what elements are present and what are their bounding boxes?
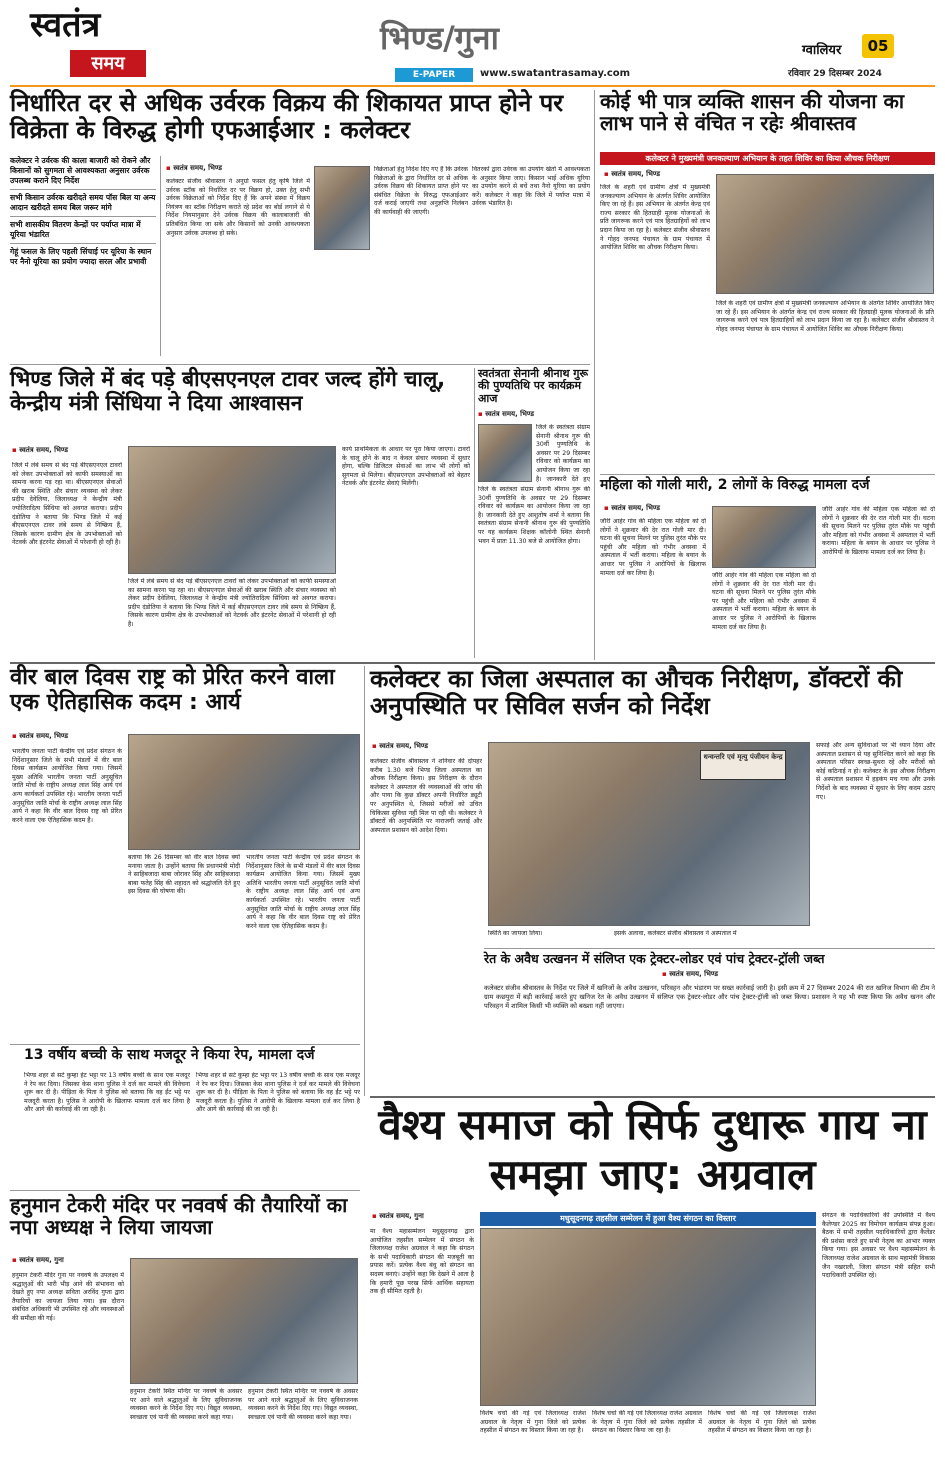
website-link[interactable]: www.swatantrasamay.com <box>480 68 631 79</box>
byline-scheme: ▪ स्वतंत्र समय, भिण्ड <box>604 170 660 179</box>
key-points <box>10 156 156 267</box>
byline-fertilizer: ▪ स्वतंत्र समय, भिण्ड <box>166 164 222 173</box>
logo-bottom: समय <box>70 50 146 77</box>
issue-date: रविवार 29 दिसम्बर 2024 <box>788 69 882 79</box>
headline-scheme: कोई भी पात्र व्यक्ति शासन की योजना का लाभ पाने से वंचित न रहेः श्रीवास्तव <box>600 89 905 136</box>
masthead <box>0 0 945 86</box>
caption-hospital-2: इसके अलावा, कलेक्टर संजीव श्रीवास्तव ने अस्पताल में <box>614 930 737 937</box>
edition-title: भिण्ड/गुना <box>380 19 499 57</box>
body-crime: भिण्ड शहर से सटे कुम्हा हेट भट्टा पर 13 वर्षीय बच्ची के साथ एक मजदूर ने रेप कर दिया। जिसका केस थाना पुलिस ने दर्ज कर मामले की विवेचना शुरू कर दी है। पीड़िता के पिता ने पुलिस को बताया कि वह ईंट भट्टे पर मजदूरी करता है। पुलिस ने आरोपी के खिलाफ मामला दर्ज कर लिया है और आगे की कार्रवाई की जा रही है। <box>24 1072 190 1114</box>
story-sand-mining <box>484 952 935 1094</box>
hospital-sign: धन्वन्तरि एवं मृत्यु पंजीयन केन्द्र <box>700 750 786 780</box>
headline-crime: 13 वर्षीय बच्ची के साथ मजदूर ने किया रेप, मामला दर्ज <box>24 1047 315 1063</box>
body-scheme: जिले के शहरी एवं ग्रामीण क्षेत्रों में मुख्यमंत्री जनकल्याण अभियान के अंतर्गत शिविर आयोजित किए जा रहे हैं। इस अभियान के अंतर्गत केन्द्र एवं राज्य सरकार की हितग्राही मूलक योजनाओं के प्रति जागरूक करने एवं पात्र हितग्राहियों को लाभ प्रदान किया जा रहा है। कलेक्टर संजीव श्रीवास्तव ने गोहद जनपद पंचायत के ग्राम पंचायत में आयोजित शिविर का औचक निरीक्षण किया। <box>600 184 710 252</box>
body-vaishya-4: विशेष चर्चा की गई एवं जिलाध्यक्ष राजेश अग्रवाल के नेतृत्व में गुना जिले को प्रत्येक तहसील में संगठन का विस्तार किया जा रहा है। <box>708 1410 816 1435</box>
body-freedom-fighter-2: जिले के स्वतंत्रता संग्राम सेनानी श्रीनाथ गुरू की 30वीं पुण्यतिथि के अवसर पर 29 दिसम्बर रविवार को कार्यक्रम का आयोजन किया जा रहा है। जानकारी देते हुए आशुतोष शर्मा ने बताया कि स्वतंत्रता संग्राम सेनानी श्रीनाथ गुरू की पुण्यतिथि पर यह कार्यक्रम शिक्षक कॉलोनी स्थित सेनानी भवन में प्रातः 11.30 बजे से आयोजित होगा। <box>478 486 590 545</box>
body-bsnl-3: कार्य प्राथमिकता के आधार पर पूरा किया जाएगा। टावरों के चालू होने के बाद न केवल संचार व्यवस्था में सुधार होगा, बल्कि डिजिटल सेवाओं का लाभ भी लोगों को सुगमता से मिलेगा। बीएसएनएल उपभोक्ताओं को बेहतर नेटवर्क और इंटरनेट सेवाएं मिलेंगी। <box>342 446 470 488</box>
photo-temple <box>130 1258 358 1384</box>
headline-freedom-fighter: स्वतंत्रता सेनानी श्रीनाथ गुरू की पुण्यतिथि पर कार्यक्रम आज <box>478 367 589 405</box>
body-temple: हनुमान टेकरी मंदिर गुना पर नववर्ष के उपलक्ष्य में श्रद्धालुओं की भारी भीड़ आने की संभावना को देखते हुए नपा अध्यक्ष सविता अरविंद गुप्ता द्वारा तैयारियों का जायजा लिया गया। इस दौरान संबंधित अधिकारी भी उपस्थित रहे और व्यवस्थाओं की समीक्षा की गई। <box>12 1272 124 1322</box>
byline-freedom-fighter: ▪ स्वतंत्र समय, भिण्ड <box>478 410 534 419</box>
photo-camp <box>716 174 934 294</box>
story-crime <box>10 1048 360 1188</box>
photo-bsnl <box>128 446 336 574</box>
body-veer-bal: भारतीय जनता पार्टी केन्द्रीय एवं प्रदेश संगठन के निर्देशानुसार जिले के सभी मंडलों में वीर बाल दिवस कार्यक्रम आयोजित किया गया। जिसमें मुख्य अतिथि भारतीय जनता पार्टी अनुसूचित जाति मोर्चा के राष्ट्रीय अध्यक्ष लाल सिंह आर्य एवं अन्य कार्यकर्ता उपस्थित रहे। भारतीय जनता पार्टी अनुसूचित जाति मोर्चा के राष्ट्रीय अध्यक्ष लाल सिंह आर्य ने कहा कि वीर बाल दिवस राष्ट्र को प्रेरित करने वाला एक ऐतिहासिक कदम है। <box>12 748 122 824</box>
body-fertilizer-2: विक्रेताओं हेतु निर्देश दिए गए हैं कि उर्वरक विक्रेताओं के द्वारा निर्धारित दर से अधिक उर्वरक विक्रय की शिकायत प्राप्त होने पर संबंधित विक्रेता के विरुद्ध एफआईआर दर्ज कराई जाएगी तथा अनुज्ञप्ति निलंबन की कार्यवाही की जाएगी। <box>374 166 468 216</box>
headline-bsnl: भिण्ड जिले में बंद पड़े बीएसएनएल टावर जल्द होंगे चालू, केन्द्रीय मंत्री सिंधिया ने दिया आश्वासन <box>10 367 446 415</box>
story-hospital <box>370 666 935 946</box>
story-shooting <box>600 478 935 660</box>
byline-veer-bal: ▪ स्वतंत्र समय, भिण्ड <box>12 732 68 741</box>
byline-hospital: ▪ स्वतंत्र समय, भिण्ड <box>372 742 428 751</box>
body-hospital-side: सफाई और अन्य सुविधाओं पर भी ध्यान दिया और अस्पताल प्रशासन से यह सुनिश्चित करने को कहा कि अस्पताल परिसर स्वच्छ-सुथरा रहे और मरीजों को कोई कठिनाई न हो। कलेक्टर के इस औचक निरीक्षण से अस्पताल प्रशासन में हड़कंप मच गया और उनके निर्देशों के बाद व्यवस्था में सुधार के लिए कदम उठाए गए। <box>816 742 935 801</box>
body-veer-bal-3: भारतीय जनता पार्टी केन्द्रीय एवं प्रदेश संगठन के निर्देशानुसार जिले के सभी मंडलों में वीर बाल दिवस कार्यक्रम आयोजित किया गया। जिसमें मुख्य अतिथि भारतीय जनता पार्टी अनुसूचित जाति मोर्चा के राष्ट्रीय अध्यक्ष लाल सिंह आर्य एवं अन्य कार्यकर्ता उपस्थित रहे। भारतीय जनता पार्टी अनुसूचित जाति मोर्चा के राष्ट्रीय अध्यक्ष लाल सिंह आर्य ने कहा कि वीर बाल दिवस राष्ट्र को प्रेरित करने वाला एक ऐतिहासिक कदम है। <box>246 854 360 930</box>
body-temple-3: हनुमान टेकरी स्थित मन्दिर पर नववर्ष के अवसर पर आने वाले श्रद्धालुओं के लिए सुविधाजनक व्यवस्था करने के निर्देश दिए गए। विद्युत व्यवस्था, स्वच्छता एवं पानी की व्यवस्था करने कहा गया। <box>248 1388 358 1421</box>
headline-veer-bal: वीर बाल दिवस राष्ट्र को प्रेरित करने वाला एक ऐतिहासिक कदम : आर्य <box>10 665 335 715</box>
body-veer-bal-2: बताया कि 26 दिसम्बर को वीर बाल दिवस क्यों मनाया जाता है। उन्होंने बताया कि प्रधानमंत्री मोदी ने साहिबजादा बाबा जोरावर सिंह और साहिबजादा बाबा फतेह सिंह की शहादत को श्रद्धांजलि देते हुए इस दिवस की घोषणा की। <box>128 854 240 896</box>
body-crime-2: भिण्ड शहर से सटे कुम्हा हेट भट्टा पर 13 वर्षीय बच्ची के साथ एक मजदूर ने रेप कर दिया। जिसका केस थाना पुलिस ने दर्ज कर मामले की विवेचना शुरू कर दी है। पीड़िता के पिता ने पुलिस को बताया कि वह ईंट भट्टे पर मजदूरी करता है। पुलिस ने आरोपी के खिलाफ मामला दर्ज कर लिया है और आगे की कार्रवाई की जा रही है। <box>196 1072 360 1114</box>
story-temple <box>10 1194 360 1464</box>
byline-bsnl: ▪ स्वतंत्र समय, भिण्ड <box>12 446 68 455</box>
point-2: सभी किसान उर्वरक खरीदते समय पॉस बिल या अन्य आदान खरीदते समय बिल जरूर मांगे <box>10 193 156 217</box>
logo[interactable] <box>26 6 152 78</box>
headline-sand-mining: रेत के अवैध उत्खनन में संलिप्त एक ट्रेक्टर-लोडर एवं पांच ट्रेक्टर-ट्रॉली जब्त <box>484 951 825 966</box>
page-number: 05 <box>862 34 894 58</box>
body-shooting-3: जौरी आहेर गांव की महिला एक महिला को दो लोगों ने शुक्रवार की देर रात गोली मार दी। घटना की सूचना मिलने पर पुलिस तुरंत मौके पर पहुंची और महिला को गंभीर अवस्था में अस्पताल में भर्ती कराया। महिला के बयान के आधार पर पुलिस ने आरोपियों के खिलाफ मामला दर्ज कर लिया है। <box>822 506 935 556</box>
logo-top: स्वतंत्र <box>30 5 101 45</box>
body-bsnl-2: जिले में लंबे समय से बंद पड़े बीएसएनएल टावरों को लेकर उपभोक्ताओं को काफी समस्याओं का सामना करना पड़ रहा था। बीएसएनएल सेवाओं की खराब स्थिति और संचार व्यवस्था को लेकर प्रदीप देवेलिया, जिलाध्यक्ष ने केन्द्रीय मंत्री ज्योतिरादित्य सिंधिया को अवगत कराया। प्रदीप दंडोतिया ने बताया कि भिण्ड जिले में कई बीएसएनएल टावर लंबे समय से निष्क्रिय हैं, जिसके कारण ग्रामीण क्षेत्र के उपभोक्ताओं को नेटवर्क और इंटरनेट सेवाओं में परेशानी हो रही है। <box>128 578 336 628</box>
body-fertilizer-1: कलेक्टर संजीव श्रीवास्तव ने अनुग्रो फसल हेतु कृषि जिले में उर्वरक स्टॉक को निर्धारित दर पर विक्रय हो, उक्त हेतु सभी उर्वरक विक्रेताओं को निर्देश दिए हैं कि अपने संस्था में विक्रय नियंत्रण का स्टॉक निरीक्षण कराते रहे प्रदेश का बोर्ड लगाने से ये निर्देश नियमानुसार देने उर्वरक विक्रय की कालाबाजारी की प्रतिबंधित किया जा सके और किसानों को उनकी आवश्यकता अनुसार उर्वरक उपलब्ध हो सके। <box>166 178 310 237</box>
body-freedom-fighter: जिले के स्वतंत्रता संग्राम सेनानी श्रीनाथ गुरू की 30वीं पुण्यतिथि के अवसर पर 29 दिसम्बर रविवार को कार्यक्रम का आयोजन किया जा रहा है। जानकारी देते हुए <box>536 424 590 482</box>
byline-sand-mining: ▪ स्वतंत्र समय, भिण्ड <box>662 970 718 979</box>
caption-hospital: स्थिति का जायजा लिया। <box>488 930 543 937</box>
body-vaishya: मा वैश्य महासम्मेलन मधुसूदनगढ़ द्वारा आयोजित तहसील सम्मेलन में संगठन के जिलाध्यक्ष राजेश अग्रवाल ने कहा कि संगठन के सभी पदाधिकारी संगठन की मजबूती का प्रयास करें। प्रत्येक वैश्य बंधु को संगठन का सदस्य बनाएं। उन्होंने कहा कि देखने में आता है कि हमारी पूछ परख सिर्फ आर्थिक सहायता तक ही सीमित रहती है। <box>370 1228 474 1296</box>
photo-vaishya <box>480 1228 816 1406</box>
headline-vaishya: वैश्य समाज को सिर्फ दुधारू गाय ना समझा जाए: अग्रवाल <box>378 1100 927 1199</box>
body-shooting: जौरी आहेर गांव की महिला एक महिला को दो लोगों ने शुक्रवार की देर रात गोली मार दी। घटना की सूचना मिलने पर पुलिस तुरंत मौके पर पहुंची और महिला को गंभीर अवस्था में अस्पताल में भर्ती कराया। महिला के बयान के आधार पर पुलिस ने आरोपियों के खिलाफ मामला दर्ज कर लिया है। <box>600 518 706 577</box>
headline-fertilizer: निर्धारित दर से अधिक उर्वरक विक्रय की शिकायत प्राप्त होने पर विक्रेता के विरुद्ध होगी एफआईआर : कलेक्टर <box>10 89 564 144</box>
body-hospital: कलेक्टर संजीव श्रीवास्तव ने शनिवार की दोपहर करीब 1.30 बजे भिण्ड जिला अस्पताल का औचक निरीक्षण किया। इस निरीक्षण के दौरान कलेक्टर ने अस्पताल की व्यवस्थाओं की जांच की और पाया कि कुछ डॉक्टर अपनी निर्धारित ड्यूटी पर अनुपस्थित थे, जिससे मरीजों को उचित चिकित्सा सुविधा नहीं मिल पा रही थी। कलेक्टर ने डॉक्टरों की अनुपस्थिति पर नाराजगी जताई और अस्पताल प्रशासन को आदेश दिया। <box>370 758 482 834</box>
body-shooting-2: जौरी आहेर गांव की महिला एक महिला को दो लोगों ने शुक्रवार की देर रात गोली मार दी। घटना की सूचना मिलने पर पुलिस तुरंत मौके पर पहुंची और महिला को गंभीर अवस्था में अस्पताल में भर्ती कराया। महिला के बयान के आधार पर पुलिस ने आरोपियों के खिलाफ मामला दर्ज कर लिया है। <box>712 572 816 631</box>
photo-collector <box>314 166 370 250</box>
body-vaishya-3: विशेष चर्चा की गई एवं जिलाध्यक्ष राजेश अग्रवाल के नेतृत्व में गुना जिले को प्रत्येक तहसील में संगठन का विस्तार किया जा रहा है। <box>592 1410 702 1435</box>
body-sand-mining: कलेक्टर संजीव श्रीवास्तव के निर्देश पर जिले में खनिजों के अवैध उत्खनन, परिवहन और भंडारण पर सख्त कार्रवाई जारी है। इसी क्रम में 27 दिसम्बर 2024 की रात खनिज विभाग की टीम ने ग्राम कछपुरा में बड़ी कार्रवाई करते हुए खनिज रेत के अवैध उत्खनन में संलिप्त एक ट्रेक्टर-लोडर और पांच ट्रेक्टर-ट्रॉली को जब्त किया। प्रशासन ने यह भी स्पष्ट किया कि अवैध खनन और परिवहन में शामिल किसी भी व्यक्ति को बख्शा नहीं जाएगा। <box>484 984 935 1011</box>
body-temple-2: हनुमान टेकरी स्थित मन्दिर पर नववर्ष के अवसर पर आने वाले श्रद्धालुओं के लिए सुविधाजनक व्यवस्था करने के निर्देश दिए गए। विद्युत व्यवस्था, स्वच्छता एवं पानी की व्यवस्था करने कहा गया। <box>130 1388 242 1421</box>
body-fertilizer-3: वितरकों द्वारा उर्वरक का उपयोग खेतों में आवश्यकता के अनुसार किया जाए। किसान भाई अधिक यूरिया का उपयोग करने से बचें तथा नैनो यूरिया का प्रयोग करें। कलेक्टर ने कहा कि जिले में पर्याप्त मात्रा में उर्वरक भंडारित है। <box>472 166 590 208</box>
headline-hospital: कलेक्टर का जिला अस्पताल का औचक निरीक्षण, डॉक्टरों की अनुपस्थिति पर सिविल सर्जन को निर्देश <box>370 665 903 720</box>
photo-veer-bal <box>128 734 360 850</box>
point-3: सभी शासकीय वितरण केन्द्रों पर पर्याप्त मात्रा में यूरिया भंडारित <box>10 220 156 244</box>
story-fertilizer <box>10 90 590 360</box>
story-freedom-fighter <box>478 368 590 658</box>
photo-shooting <box>712 506 816 568</box>
story-vaishya <box>370 1100 935 1464</box>
body-bsnl: जिले में लंबे समय से बंद पड़े बीएसएनएल टावरों को लेकर उपभोक्ताओं को काफी समस्याओं का सामना करना पड़ रहा था। बीएसएनएल सेवाओं की खराब स्थिति और संचार व्यवस्था को लेकर प्रदीप देवेलिया, जिलाध्यक्ष ने केन्द्रीय मंत्री ज्योतिरादित्य सिंधिया को अवगत कराया। प्रदीप दंडोतिया ने बताया कि भिण्ड जिले में कई बीएसएनएल टावर लंबे समय से निष्क्रिय हैं, जिसके कारण ग्रामीण क्षेत्र के उपभोक्ताओं को नेटवर्क और इंटरनेट सेवाओं में परेशानी हो रही है। <box>12 462 122 547</box>
photo-freedom-fighter <box>478 424 532 482</box>
byline-vaishya: ▪ स्वतंत्र समय, गुना <box>372 1212 424 1221</box>
story-bsnl <box>10 368 470 658</box>
headline-shooting: महिला को गोली मारी, 2 लोगों के विरुद्ध मामला दर्ज <box>600 477 870 493</box>
strip-vaishya: मधुसूदनगढ़ तहसील सम्मेलन में हुआ वैश्य संगठन का विस्तार <box>480 1212 816 1226</box>
point-4: गेहूं फसल के लिए पहली सिंचाई पर यूरिया के स्थान पर नैनो यूरिया का प्रयोग ज्यादा सरल और प्रभावी <box>10 247 152 266</box>
strip-scheme: कलेक्टर ने मुख्यमंत्री जनकल्याण अभियान के तहत शिविर का किया औचक निरीक्षण <box>600 152 935 165</box>
epaper-label: E-PAPER <box>395 68 473 82</box>
byline-shooting: ▪ स्वतंत्र समय, भिण्ड <box>604 504 660 513</box>
body-vaishya-2: विशेष चर्चा की गई एवं जिलाध्यक्ष राजेश अग्रवाल के नेतृत्व में गुना जिले को प्रत्येक तहसील में संगठन का विस्तार किया जा रहा है। <box>480 1410 586 1435</box>
body-scheme-2: जिले के शहरी एवं ग्रामीण क्षेत्रों में मुख्यमंत्री जनकल्याण अभियान के अंतर्गत शिविर आयोजित किए जा रहे हैं। इस अभियान के अंतर्गत केन्द्र एवं राज्य सरकार की हितग्राही मूलक योजनाओं के प्रति जागरूक करने एवं पात्र हितग्राहियों को लाभ प्रदान किया जा रहा है। कलेक्टर संजीव श्रीवास्तव ने गोहद जनपद पंचायत के ग्राम पंचायत में आयोजित शिविर का औचक निरीक्षण किया। <box>716 300 934 333</box>
story-scheme <box>600 90 935 470</box>
byline-temple: ▪ स्वतंत्र समय, गुना <box>12 1256 64 1265</box>
body-vaishya-side: संगठन के पदाधिकारियों की उपस्थिति में वैश्य कैलेण्डर 2025 का विमोचन कार्यक्रम संपन्न हुआ। बैठक में सभी तहसील पदाधिकारियों द्वारा कैलेंडर की प्रशंसा करते हुए सभी नेतृत्व का आभार व्यक्त किया गया। इस अवसर पर वैश्य महासम्मेलन के जिलाध्यक्ष राजेश अग्रवाल के साथ महामंत्री विकास जैन नखराली, जिला संगठन मंत्री सहित सभी पदाधिकारी उपस्थित रहे। <box>822 1212 935 1280</box>
masthead-rule <box>10 85 935 87</box>
headline-temple: हनुमान टेकरी मंदिर पर नववर्ष की तैयारियों का नपा अध्यक्ष ने लिया जायजा <box>10 1193 348 1240</box>
city-name: ग्वालियर <box>802 43 842 58</box>
story-veer-bal <box>10 666 360 1040</box>
point-1: कलेक्टर ने उर्वरक की काला बाजारी को रोकने और किसानों को सुगमता से आवश्यकता अनुसार उर्वरक उपलब्ध कराने दिए निर्देश <box>10 156 156 190</box>
